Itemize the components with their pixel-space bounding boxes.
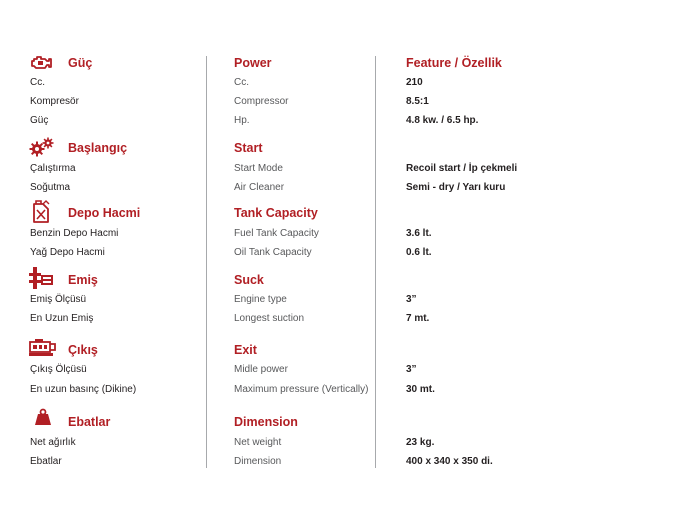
label-tr: Ebatlar	[30, 456, 62, 467]
spec-value: 3.6 lt.	[406, 228, 432, 239]
label-en: Start Mode	[234, 163, 283, 174]
label-en: Engine type	[234, 294, 287, 305]
spec-value: 210	[406, 77, 423, 88]
spec-value: Semi - dry / Yarı kuru	[406, 182, 506, 193]
label-tr: En Uzun Emiş	[30, 313, 94, 324]
label-tr: Soğutma	[30, 182, 71, 193]
spec-value: 3”	[406, 294, 417, 305]
label-en: Air Cleaner	[234, 182, 285, 193]
label-en: Dimension	[234, 456, 282, 467]
section-title-en: Start	[234, 141, 263, 155]
label-en: Compressor	[234, 96, 289, 107]
label-tr: Benzin Depo Hacmi	[30, 228, 119, 239]
section-title-tr: Depo Hacmi	[68, 206, 141, 220]
spec-value: 0.6 lt.	[406, 247, 432, 258]
label-tr: Çıkış Ölçüsü	[30, 364, 87, 375]
section-title-tr: Başlangıç	[68, 141, 128, 155]
weight-icon	[34, 408, 52, 426]
spec-value: 4.8 kw. / 6.5 hp.	[406, 115, 479, 126]
label-tr: En uzun basınç (Dikine)	[30, 384, 137, 395]
label-tr: Yağ Depo Hacmi	[30, 247, 105, 258]
section-title-en: Suck	[234, 273, 264, 287]
spec-value: 3”	[406, 364, 417, 375]
spec-value: 400 x 340 x 350 di.	[406, 456, 493, 467]
label-tr: Cc.	[30, 77, 45, 88]
spec-value: 7 mt.	[406, 313, 430, 324]
label-en: Fuel Tank Capacity	[234, 228, 319, 239]
label-en: Cc.	[234, 77, 249, 88]
label-tr: Net ağırlık	[30, 437, 76, 448]
column-divider-1	[206, 56, 207, 468]
section-title-tr: Çıkış	[68, 343, 98, 357]
label-en: Oil Tank Capacity	[234, 247, 312, 258]
section-title-en: Tank Capacity	[234, 206, 318, 220]
label-tr: Güç	[30, 115, 49, 126]
pump-unit-icon	[29, 339, 57, 357]
section-title-tr: Güç	[68, 56, 93, 70]
label-en: Longest suction	[234, 313, 305, 324]
feature-column-header: Feature / Özellik	[406, 56, 502, 70]
spec-value: 8.5:1	[406, 96, 429, 107]
label-tr: Emiş Ölçüsü	[30, 294, 87, 305]
spec-value: Recoil start / İp çekmeli	[406, 163, 518, 174]
label-tr: Kompresör	[30, 96, 79, 107]
spec-value: 30 mt.	[406, 384, 435, 395]
gears-icon	[29, 137, 55, 157]
label-en: Midle power	[234, 364, 288, 375]
label-tr: Çalıştırma	[30, 163, 76, 174]
label-en: Hp.	[234, 115, 250, 126]
fuel-can-icon	[31, 200, 51, 224]
engine-icon	[30, 54, 54, 72]
section-title-tr: Ebatlar	[68, 415, 111, 429]
section-title-en: Power	[234, 56, 272, 70]
label-en: Maximum pressure (Vertically)	[234, 384, 369, 395]
section-title-tr: Emiş	[68, 273, 98, 287]
section-title-en: Dimension	[234, 415, 298, 429]
spec-value: 23 kg.	[406, 437, 435, 448]
column-divider-2	[375, 56, 376, 468]
suction-pump-icon	[29, 267, 55, 289]
section-title-en: Exit	[234, 343, 257, 357]
label-en: Net weight	[234, 437, 282, 448]
